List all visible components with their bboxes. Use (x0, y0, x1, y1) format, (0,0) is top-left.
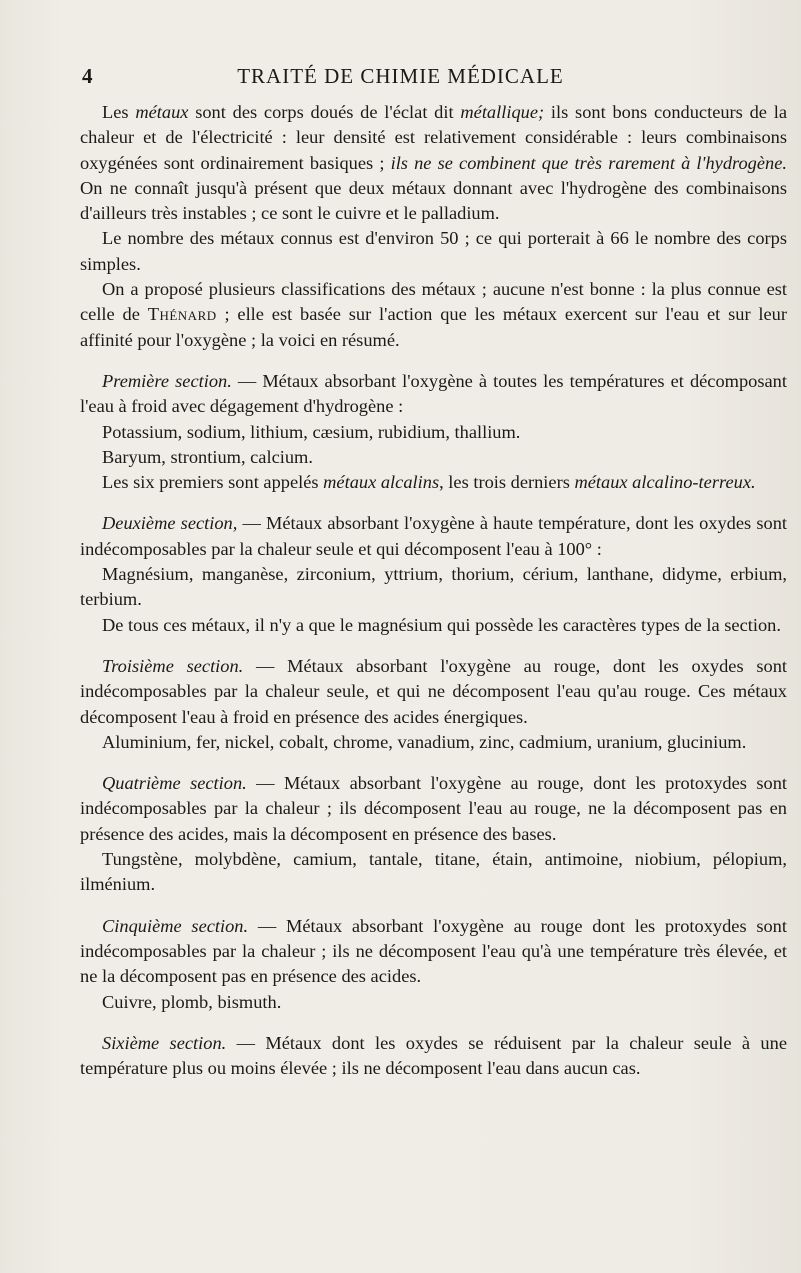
running-title: TRAITÉ DE CHIMIE MÉDICALE (237, 64, 564, 88)
section-1-title: Première section. (102, 370, 232, 391)
section-2-list: Magnésium, manganèse, zirconium, yttrium, thorium, cérium, lanthane, didyme, erbium, terbium. (80, 564, 787, 610)
section-1-note: Les six premiers sont appelés métaux alcalins, les trois derniers métaux alcalino-terreux. (102, 472, 756, 493)
section-5-title: Cinquième section. (102, 915, 249, 936)
intro-paragraph-count: Le nombre des métaux connus est d'environ 50 ; ce qui porterait à 66 le nombre des corps simples. (80, 228, 787, 274)
section-2-description: Deuxième section, — Métaux absorbant l'oxygène à haute température, dont les oxydes sont indécomposables par la chaleur seule et qui décomposent l'eau à 100° : (80, 513, 787, 559)
section-4-list: Tungstène, molybdène, camium, tantale, titane, étain, antimoine, niobium, pélopium, ilménium. (80, 849, 787, 895)
page-body (80, 100, 787, 1081)
section-1-list: Potassium, sodium, lithium, cæsium, rubidium, thallium. (102, 421, 521, 442)
section-5-list: Cuivre, plomb, bismuth. (102, 991, 282, 1012)
section-2-note: De tous ces métaux, il n'y a que le magnésium qui possède les caractères types de la section. (102, 614, 781, 635)
section-6-title: Sixième section. (102, 1032, 227, 1053)
intro-paragraph-metals: Les métaux sont des corps doués de l'éclat dit métallique; ils sont bons conducteurs de la chaleur et de l'électricité : leur densité est relativement considérable : leurs combinaisons oxygénées sont ordinairement basiques ; ils ne se combinent que très rarement à l'hydrogène. On ne connaît jusqu'à présent que deux métaux donnant avec l'hydrogène des combinaisons d'ailleurs très instables ; ce sont le cuivre et le palladium. (80, 102, 787, 224)
section-1-description: Première section. — Métaux absorbant l'oxygène à toutes les températures et décomposant l'eau à froid avec dégagement d'hydrogène : (80, 370, 787, 417)
section-4-title: Quatrième section. (102, 773, 247, 794)
page-header (0, 64, 801, 92)
section-2-title: Deuxième section, (102, 513, 238, 534)
section-3-list: Aluminium, fer, nickel, cobalt, chrome, vanadium, zinc, cadmium, uranium, glucinium. (102, 731, 747, 752)
section-5-description: Cinquième section. — Métaux absorbant l'oxygène au rouge dont les protoxydes sont indécomposables par la chaleur ; ils ne décomposent l'eau qu'à une température très élevée, et ne la décomposent pas en présence des acides. (80, 915, 787, 987)
section-3-title: Troisième section. (102, 655, 244, 676)
section-6-description: Sixième section. — Métaux dont les oxydes se réduisent par la chaleur seule à une température plus ou moins élevée ; ils ne décomposent l'eau dans aucun cas. (80, 1032, 787, 1079)
page-number: 4 (82, 64, 93, 88)
intro-paragraph-classification: On a proposé plusieurs classifications des métaux ; aucune n'est bonne : la plus connue est celle de Thénard ; elle est basée sur l'action que les métaux exercent sur l'eau et sur leur affinité pour l'oxygène ; la voici en résumé. (80, 279, 787, 350)
section-3-description: Troisième section. — Métaux absorbant l'oxygène au rouge, dont les oxydes sont indécomposables par la chaleur seule, et qui ne décomposent l'eau qu'au rouge. Ces métaux décomposent l'eau à froid en présence des acides énergiques. (80, 655, 787, 727)
section-4-description: Quatrième section. — Métaux absorbant l'oxygène au rouge, dont les protoxydes sont indécomposables par la chaleur ; ils décomposent l'eau au rouge, ne la décomposent pas en présence des acides, mais la décomposent en présence des bases. (80, 773, 787, 844)
section-1-list-2: Baryum, strontium, calcium. (102, 446, 313, 467)
